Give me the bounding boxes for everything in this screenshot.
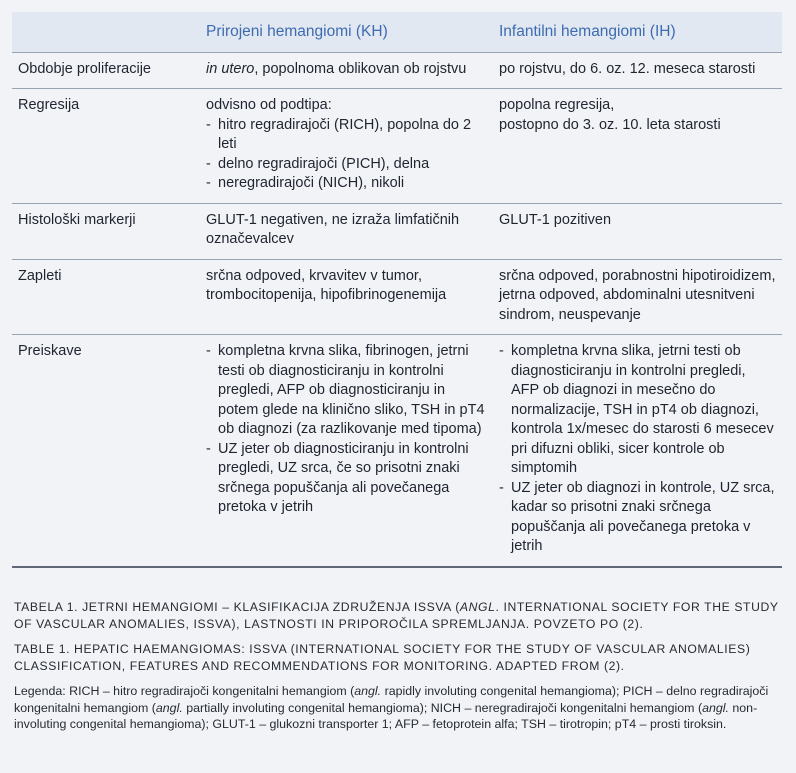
list-item: - UZ jeter ob diagnosticiranju in kontrolni pregledi, UZ srca, če so prisotni znaki srčnega popuščanja ali povečanega pretoka v jetrih	[206, 440, 487, 518]
legend-text: partially involuting congenital hemangioma); NICH – neregradirajoči kongenitalni hemangiom (	[182, 700, 703, 715]
row-label: Zapleti	[12, 259, 200, 335]
table-header-row	[12, 12, 782, 52]
legend-text: non-involuting congenital hemangioma); GLUT-1 – glukozni transporter 1; AFP – fetoprotein alfa; TSH – tirotropin; pT4 – prosti tiroksin.	[14, 700, 758, 731]
ih-cell: GLUT-1 pozitiven	[493, 203, 782, 259]
legend-text: rapidly involuting congenital hemangioma); PICH – delno regradirajoči kongenitalni hemangiom (	[14, 684, 769, 715]
kh-cell	[200, 89, 493, 204]
legend-text: Legenda: RICH – hitro regradirajoči kongenitalni hemangiom (	[14, 684, 355, 698]
table-caption-english: TABLE 1. HEPATIC HAEMANGIOMAS: ISSVA (INTERNATIONAL SOCIETY FOR THE STUDY OF VASCULAR ANOMALIES) CLASSIFICATION, FEATURES AND RECOMMENDATIONS FOR MONITORING. ADAPTED FROM (2).	[14, 642, 751, 673]
kh-intro: odvisno od podtipa:	[206, 97, 332, 113]
table-row	[12, 89, 782, 204]
header-infantile: Infantilni hemangiomi (IH)	[493, 12, 782, 52]
kh-cell: GLUT-1 negativen, ne izraža limfatičnih označevalcev	[200, 203, 493, 259]
table-row	[12, 259, 782, 335]
list-item: - UZ jeter ob diagnozi in kontrole, UZ srca, kadar so prisotni znaki srčnega popuščanja ali povečanega pretoka v jetrih	[499, 479, 776, 557]
kh-list	[206, 342, 487, 518]
caption-italic: ANGL	[459, 600, 496, 614]
row-label: Obdobje proliferacije	[12, 52, 200, 89]
list-item: - kompletna krvna slika, jetrni testi ob diagnosticiranju in kontrolni pregledi, AFP ob diagnozi in mesečno do normalizacije, TSH in pT4 ob diagnozi, kontrola 1x/mesec do starosti 6 mesecev pri difuzni obliki, sicer kontrole ob simptomih	[499, 342, 776, 479]
kh-cell	[200, 52, 493, 89]
ih-cell: po rojstvu, do 6. oz. 12. meseca starosti	[493, 52, 782, 89]
ih-cell: srčna odpoved, porabnostni hipotiroidizem, jetrna odpoved, abdominalni utesnitveni sindrom, neuspevanje	[493, 259, 782, 335]
kh-text: , popolnoma oblikovan ob rojstvu	[254, 60, 467, 77]
header-empty	[12, 12, 200, 52]
list-item: - hitro regradirajoči (RICH), popolna do 2 leti	[206, 116, 487, 155]
caption-text: TABELA 1. JETRNI HEMANGIOMI – KLASIFIKACIJA ZDRUŽENJA ISSVA (	[14, 600, 460, 614]
ih-line: popolna regresija,	[499, 97, 615, 113]
italic-term: in utero	[206, 60, 255, 77]
table-row	[12, 335, 782, 567]
list-item: - delno regradirajoči (PICH), delna	[206, 155, 487, 175]
ih-line: postopno do 3. oz. 10. leta starosti	[499, 116, 721, 133]
kh-cell: srčna odpoved, krvavitev v tumor, trombocitopenija, hipofibrinogenemija	[200, 259, 493, 335]
list-item: - neregradirajoči (NICH), nikoli	[206, 174, 487, 194]
kh-list	[206, 116, 487, 194]
legend-italic: angl.	[702, 700, 729, 715]
table-caption-slovene	[14, 599, 784, 632]
list-item: - kompletna krvna slika, fibrinogen, jetrni testi ob diagnosticiranju in kontrolni pregledi, AFP ob diagnosticiranju in potem glede na klinično sliko, TSH in pT4 ob diagnozi (za razlikovanje med tipoma)	[206, 342, 487, 440]
header-congenital: Prirojeni hemangiomi (KH)	[200, 12, 493, 52]
hemangioma-table	[12, 12, 782, 568]
row-label: Preiskave	[12, 335, 200, 567]
caption-text: . INTERNATIONAL SOCIETY FOR THE STUDY OF VASCULAR ANOMALIES, ISSVA), LASTNOSTI IN PRIPOROČILA SPREMLJANJA. POVZETO PO (2).	[14, 600, 779, 631]
row-label: Histološki markerji	[12, 203, 200, 259]
ih-cell	[493, 335, 782, 567]
kh-cell	[200, 335, 493, 567]
legend-italic: angl.	[354, 684, 382, 698]
table-legend	[14, 683, 786, 733]
legend-italic: angl.	[155, 700, 183, 715]
ih-cell	[493, 89, 782, 204]
row-label: Regresija	[12, 89, 200, 204]
table-row	[12, 203, 782, 259]
ih-list	[499, 342, 776, 557]
table-row	[12, 52, 782, 89]
